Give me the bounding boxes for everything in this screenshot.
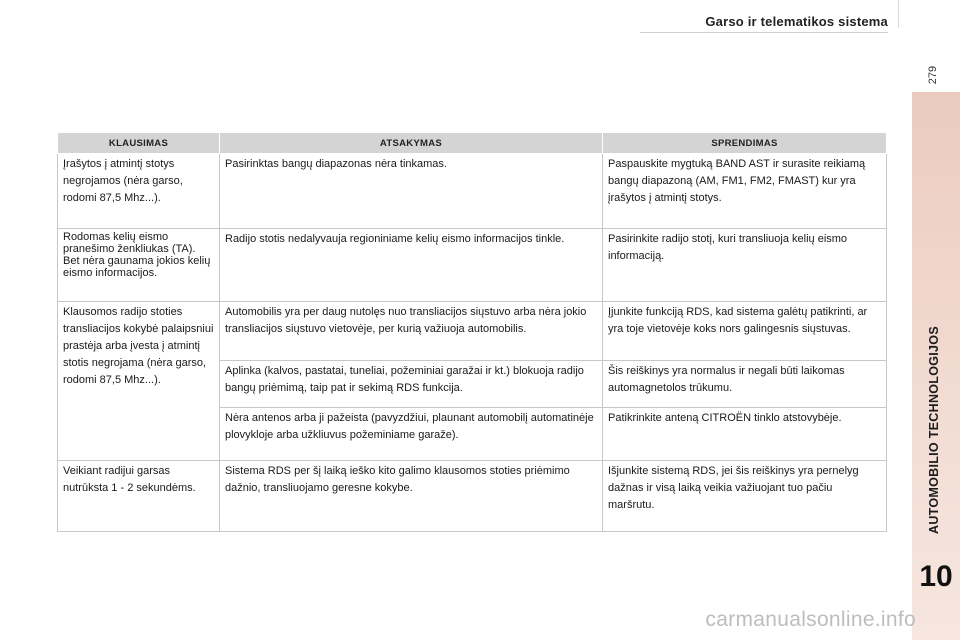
table-row: [58, 302, 887, 361]
chapter-label: AUTOMOBILIO TECHNOLOGIJOS: [927, 326, 941, 534]
answer-cell: Sistema RDS per šį laiką ieško kito galimo klausomos stoties priėmimo dažnio, transliuojamo geresne kokybe.: [220, 461, 603, 532]
header-question: KLAUSIMAS: [58, 133, 220, 154]
troubleshooting-table: [57, 132, 887, 532]
page-number: 279: [927, 65, 939, 85]
solution-cell: Įjunkite funkciją RDS, kad sistema galėtų patikrinti, ar yra toje vietovėje koks nors galingesnis siųstuvas.: [603, 302, 887, 361]
header-answer: ATSAKYMAS: [220, 133, 603, 154]
question-cell: Veikiant radijui garsas nutrūksta 1 - 2 sekundėms.: [58, 461, 220, 532]
answer-cell: Radijo stotis nedalyvauja regioniniame kelių eismo informacijos tinkle.: [220, 229, 603, 302]
question-cell: Įrašytos į atmintį stotys negrojamos (nėra garso, rodomi 87,5 Mhz...).: [58, 154, 220, 229]
answer-cell: Automobilis yra per daug nutolęs nuo transliacijos siųstuvo arba nėra jokio transliacijos siųstuvo vietovėje, per kurią važiuoja automobilis.: [220, 302, 603, 361]
table-header-row: [58, 133, 887, 154]
solution-cell: Išjunkite sistemą RDS, jei šis reiškinys yra pernelyg dažnas ir visą laiką veikia važiuojant tuo pačiu maršrutu.: [603, 461, 887, 532]
solution-cell: Patikrinkite anteną CITROËN tinklo atstovybėje.: [603, 408, 887, 461]
table-row: [58, 229, 887, 302]
watermark: carmanualsonline.info: [705, 608, 916, 631]
solution-cell: Šis reiškinys yra normalus ir negali būti laikomas automagnetolos trūkumu.: [603, 361, 887, 408]
answer-cell: Pasirinktas bangų diapazonas nėra tinkamas.: [220, 154, 603, 229]
header-solution: SPRENDIMAS: [603, 133, 887, 154]
table-row: [58, 154, 887, 229]
table-row: [58, 461, 887, 532]
question-cell: Klausomos radijo stoties transliacijos kokybė palaipsniui prastėja arba įvesta į atmintį stotis negrojama (nėra garso, rodomi 87,5 Mhz...).: [58, 302, 220, 461]
chapter-number: 10: [919, 560, 953, 593]
answer-cell: Aplinka (kalvos, pastatai, tuneliai, požeminiai garažai ir kt.) blokuoja radijo bangų priėmimą, taip pat ir sekimą RDS funkcija.: [220, 361, 603, 408]
page-header-title: Garso ir telematikos sistema: [705, 14, 888, 29]
header-rule: [640, 32, 888, 33]
answer-cell: Nėra antenos arba ji pažeista (pavyzdžiui, plaunant automobilį automatinėje plovykloje arba užkliuvus požeminiame garaže).: [220, 408, 603, 461]
solution-cell: Paspauskite mygtuką BAND AST ir surasite reikiamą bangų diapazoną (AM, FM1, FM2, FMAST) kur yra įrašytos į atmintį stotys.: [603, 154, 887, 229]
header-divider-tick: [898, 0, 899, 28]
question-cell: Rodomas kelių eismo pranešimo ženkliukas (TA). Bet nėra gaunama jokios kelių eismo informacijos.: [58, 229, 220, 302]
solution-cell: Pasirinkite radijo stotį, kuri transliuoja kelių eismo informaciją.: [603, 229, 887, 302]
